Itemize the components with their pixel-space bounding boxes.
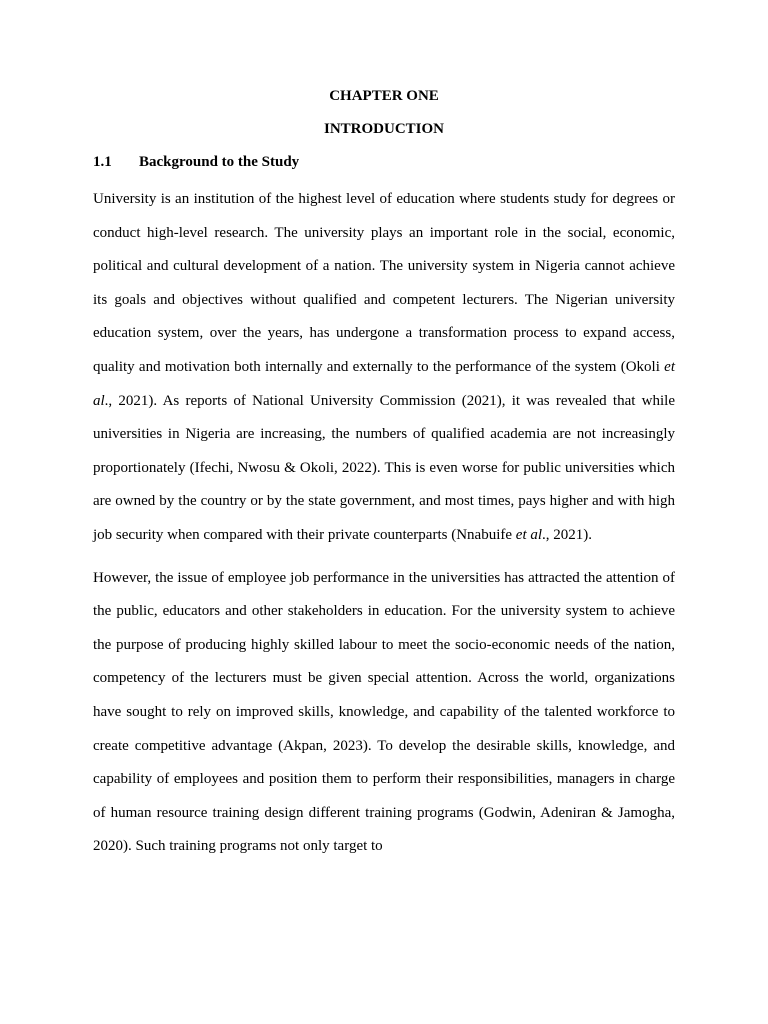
paragraph-2: However, the issue of employee job performance in the universities has attracted the attention of the public, educators and other stakeholders in education. For the university system to achieve the purpose of producing highly skilled labour to meet the socio-economic needs of the nation, competency of the lecturers must be given special attention. Across the world, organizations have sought to rely on improved skills, knowledge, and capability of the talented workforce to create competitive advantage (Akpan, 2023). To develop the desirable skills, knowledge, and capability of employees and position them to perform their responsibilities, managers in charge of human resource training design different training programs (Godwin, Adeniran & Jamogha, 2020). Such training programs not only target to xyxy=(93,569,675,855)
paragraph-1-et-al-2: et al xyxy=(515,526,543,543)
chapter-label: CHAPTER ONE xyxy=(329,88,439,104)
paragraph-1-part-3: ., 2021). xyxy=(542,526,593,543)
paragraph-1-part-2: ., 2021). As reports of National University Commission (2021), it was revealed that while universities in Nigeria are increasing, the numbers of qualified academia are not increasingly proportionately (Ifechi, Nwosu & Okoli, 2022). This is even worse for public universities which are owned by the country or by the state government, and most times, pays higher and with high job security when compared with their private counterparts (Nnabuife xyxy=(93,392,675,543)
section-heading xyxy=(93,150,675,174)
section-title: Background to the Study xyxy=(139,154,300,170)
paragraph-1-et-al-1: et al xyxy=(93,358,675,409)
paragraph-1-part-1: University is an institution of the highest level of education where students study for degrees or conduct high-level research. The university plays an important role in the social, economic, political and cultural development of a nation. The university system in Nigeria cannot achieve its goals and objectives without qualified and competent lecturers. The Nigerian university education system, over the years, has undergone a transformation process to expand access, quality and motivation both internally and externally to the performance of the system (Okoli xyxy=(93,191,675,375)
section-number: 1.1 xyxy=(93,154,112,170)
document-page xyxy=(93,84,675,873)
chapter-title: INTRODUCTION xyxy=(323,121,444,137)
paragraph-1 xyxy=(93,183,675,553)
